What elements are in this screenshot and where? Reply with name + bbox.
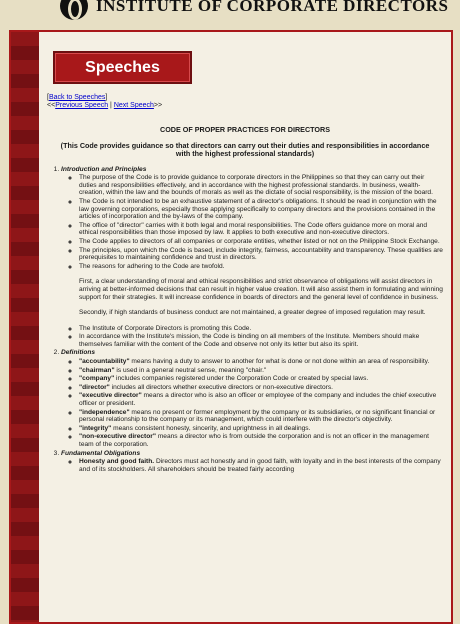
paragraph: First, a clear understanding of moral and ethical responsibilities and strict observance of obligations will assist directors in arriving at better-informed decisions that can result in higher value creation. It will also assist them in formulating and winning support for their strategies. It will increase confidence in boards of directors and the general level of confidence in business. bbox=[79, 278, 443, 301]
list-item bbox=[79, 358, 443, 366]
list-item bbox=[79, 433, 443, 448]
term: "executive director" bbox=[79, 392, 142, 400]
term: "company" bbox=[79, 375, 115, 383]
header-banner bbox=[0, 0, 460, 24]
list-item bbox=[79, 458, 443, 473]
list-item: ◦ The Code is not intended to be an exhaustive statement of a director's obligations. It should be read in conjunction with the law governing corporations, especially those applying specifically to company directors and the provisions contained in the articles of incorporation and the by-laws of the company. bbox=[79, 198, 443, 221]
term-text: Directors must act honestly and in good faith, with loyalty and in the best interests of the company and of its stockholders. All shareholders should be treated fairly according bbox=[79, 458, 441, 473]
term: Honesty and good faith. bbox=[79, 458, 155, 466]
obligation-points bbox=[61, 458, 443, 473]
list-item: ◦ The principles, upon which the Code is based, include integrity, fairness, accountability and transparency. These qualities are prerequisites to maintaining confidence and trust in directors. bbox=[79, 247, 443, 262]
list-item bbox=[79, 367, 443, 375]
term-text: means having a duty to answer to another for what is done or not done within an area of responsibility. bbox=[129, 358, 430, 366]
term-text: is used in a general neutral sense, meaning "chair." bbox=[114, 366, 267, 374]
document-subtitle: (This Code provides guidance so that directors can carry out their duties and responsibilities in accordance with the highest professional standards) bbox=[60, 140, 430, 158]
intro-points bbox=[61, 174, 443, 270]
list-item: ◦ In accordance with the Institute's mission, the Code is binding on all members of the Institute. Members should make themselves familiar with the content of the Code and observe not only its letter but also its spirit. bbox=[79, 333, 443, 348]
list-item: ◦ The purpose of the Code is to provide guidance to corporate directors in the Philippines so that they can carry out their duties and responsibilities effectively, and in accordance with the highest professional standards. In business, wealth-creation, within the law and the bounds of morals as well as the dictate of social responsibility, is the mission of the board. bbox=[79, 174, 443, 197]
intro-points-2 bbox=[61, 325, 443, 349]
document-title: CODE OF PROPER PRACTICES FOR DIRECTORS bbox=[160, 125, 330, 134]
term-text: includes companies registered under the Corporation Code or created by special laws. bbox=[114, 375, 369, 383]
icd-logo-icon bbox=[60, 0, 88, 20]
list-item: ◦ The office of "director" carries with it both legal and moral responsibilities. The Code offers guidance more on moral and ethical responsibilities than those imposed by law. It applies to both executive and non-executive directors. bbox=[79, 222, 443, 237]
term-text: includes all directors whether executive directors or non-executive directors. bbox=[109, 383, 334, 391]
section-heading: Definitions bbox=[61, 349, 96, 357]
term-text: means a director who is also an officer or employee of the company and includes the chief executive officer or president. bbox=[79, 392, 437, 408]
list-item: ◦ The Code applies to directors of all companies or corporate entities, whether listed or not on the Philippine Stock Exchange. bbox=[79, 238, 443, 246]
term: "chairman" bbox=[79, 366, 115, 374]
list-item: ◦ The Institute of Corporate Directors is promoting this Code. bbox=[79, 325, 443, 333]
list-item bbox=[79, 375, 443, 383]
speech-nav: [Back to Speeches] <<Previous Speech | Next Speech>> bbox=[47, 94, 163, 109]
definition-points bbox=[61, 358, 443, 449]
term-text: means a director who is from outside the corporation and is not an officer in the management team of the corporation. bbox=[79, 433, 429, 448]
term: "independence" bbox=[79, 408, 130, 416]
section-fundamental-obligations bbox=[61, 450, 443, 474]
term: "integrity" bbox=[79, 424, 112, 432]
section-heading: Fundamental Obligations bbox=[61, 449, 141, 457]
next-suffix: >> bbox=[153, 102, 163, 109]
term: "director" bbox=[79, 383, 110, 391]
list-item bbox=[79, 392, 443, 407]
sidebar-texture bbox=[11, 32, 39, 622]
nav-separator: | bbox=[108, 102, 114, 109]
section-introduction bbox=[61, 166, 443, 349]
org-name: INSTITUTE OF CORPORATE DIRECTORS bbox=[96, 0, 449, 15]
prev-prefix: << bbox=[47, 102, 56, 109]
term-text: means consistent honesty, sincerity, and uprightness in all dealings. bbox=[111, 424, 311, 432]
list-item bbox=[79, 425, 443, 433]
back-to-speeches-link[interactable]: Back to Speeches bbox=[48, 94, 106, 101]
paragraph: Secondly, if high standards of business conduct are not maintained, a greater degree of imposed regulation may result. bbox=[79, 309, 426, 317]
previous-speech-link[interactable]: Previous Speech bbox=[55, 102, 109, 109]
content-area bbox=[43, 32, 447, 622]
term: "accountability" bbox=[79, 358, 130, 366]
list-item bbox=[79, 384, 443, 392]
term-text: means no present or former employment by the company or its subsidiaries, or no significant financial or personal relationship to the company or its management, which could interfere with the director's objectivity. bbox=[79, 408, 436, 424]
list-item bbox=[79, 409, 443, 424]
section-definitions bbox=[61, 349, 443, 448]
list-item: ◦ The reasons for adhering to the Code are twofold. bbox=[79, 263, 443, 271]
term: "non-executive director" bbox=[79, 433, 156, 441]
section-heading: Introduction and Principles bbox=[61, 165, 147, 173]
section-list bbox=[47, 166, 443, 474]
speeches-button[interactable]: Speeches bbox=[53, 51, 192, 84]
main-frame bbox=[9, 30, 453, 624]
next-speech-link[interactable]: Next Speech bbox=[113, 102, 154, 109]
